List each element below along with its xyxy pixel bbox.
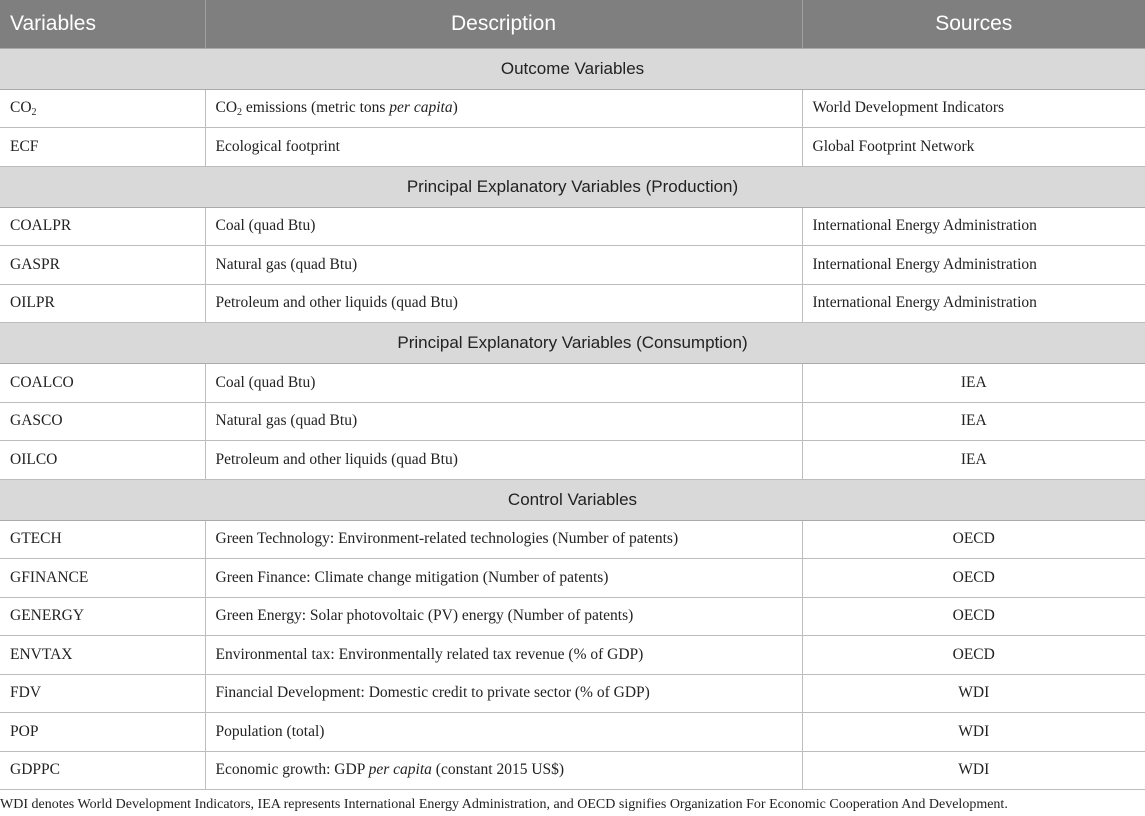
table-header-row	[0, 0, 1145, 48]
description-cell	[205, 441, 802, 480]
variable-name: FDV	[10, 684, 42, 702]
description-cell	[205, 751, 802, 790]
description-text: Green Technology: Environment-related technologies (Number of patents)	[215, 530, 679, 548]
variable-cell	[0, 246, 205, 285]
description-cell	[205, 636, 802, 675]
section-header-row	[0, 323, 1145, 364]
description-text: emissions (metric tons	[242, 98, 390, 116]
variable-cell	[0, 441, 205, 480]
variable-name: OILCO	[10, 450, 58, 468]
description-text: Population (total)	[215, 722, 325, 740]
source-cell: WDI	[802, 674, 1145, 713]
section-header-row	[0, 48, 1145, 89]
source-cell: World Development Indicators	[802, 89, 1145, 128]
description-cell	[205, 284, 802, 323]
section-title: Outcome Variables	[0, 48, 1145, 89]
table-row	[0, 246, 1145, 285]
variable-cell	[0, 364, 205, 403]
section-title: Control Variables	[0, 479, 1145, 520]
description-text: Coal (quad Btu)	[215, 373, 316, 391]
variable-subscript: 2	[31, 106, 37, 118]
source-cell: OECD	[802, 559, 1145, 598]
description-text: (constant 2015 US$)	[431, 761, 565, 779]
description-text: )	[452, 98, 458, 116]
section-header-row	[0, 166, 1145, 207]
table-row	[0, 713, 1145, 752]
description-cell	[205, 128, 802, 167]
description-text: Economic growth: GDP	[215, 761, 369, 779]
description-italic: per capita	[389, 98, 453, 116]
variable-cell	[0, 207, 205, 246]
variable-cell	[0, 674, 205, 713]
table-row	[0, 207, 1145, 246]
description-cell	[205, 559, 802, 598]
description-text: Petroleum and other liquids (quad Btu)	[215, 450, 458, 468]
variable-name: GASPR	[10, 255, 60, 273]
description-text: Natural gas (quad Btu)	[215, 412, 358, 430]
description-cell	[205, 364, 802, 403]
variable-name: OILPR	[10, 294, 55, 312]
table-footnote: WDI denotes World Development Indicators, IEA represents International Energy Administration, and OECD signifies Organization For Economic Cooperation And Development.	[0, 797, 1008, 812]
description-cell	[205, 246, 802, 285]
description-cell	[205, 713, 802, 752]
description-text: Financial Development: Domestic credit to private sector (% of GDP)	[215, 684, 650, 702]
variable-name: GFINANCE	[10, 568, 89, 586]
description-italic: per capita	[368, 761, 432, 779]
variable-name: POP	[10, 722, 39, 740]
table-row	[0, 636, 1145, 675]
variable-cell	[0, 751, 205, 790]
description-cell	[205, 674, 802, 713]
description-text: Green Finance: Climate change mitigation (Number of patents)	[215, 568, 609, 586]
variable-cell	[0, 402, 205, 441]
table-row	[0, 364, 1145, 403]
variable-name: ENVTAX	[10, 645, 73, 663]
table-row	[0, 402, 1145, 441]
description-text: CO	[215, 98, 238, 116]
source-cell: International Energy Administration	[802, 207, 1145, 246]
description-text: Coal (quad Btu)	[215, 217, 316, 235]
source-cell: International Energy Administration	[802, 246, 1145, 285]
description-subscript: 2	[237, 106, 243, 118]
source-cell: IEA	[802, 441, 1145, 480]
description-text: Petroleum and other liquids (quad Btu)	[215, 294, 458, 312]
table-row	[0, 128, 1145, 167]
table-row	[0, 597, 1145, 636]
table-row	[0, 559, 1145, 598]
header-sources: Sources	[802, 0, 1145, 48]
description-text: Ecological footprint	[215, 137, 340, 155]
variable-cell	[0, 636, 205, 675]
variable-cell	[0, 284, 205, 323]
description-cell	[205, 89, 802, 128]
description-cell	[205, 520, 802, 559]
section-title: Principal Explanatory Variables (Production)	[0, 166, 1145, 207]
source-cell: WDI	[802, 713, 1145, 752]
description-text: Natural gas (quad Btu)	[215, 255, 358, 273]
variable-cell	[0, 128, 205, 167]
source-cell: IEA	[802, 402, 1145, 441]
variable-name: GDPPC	[10, 761, 60, 779]
description-text: Environmental tax: Environmentally related tax revenue (% of GDP)	[215, 645, 644, 663]
variable-name: GENERGY	[10, 607, 85, 625]
source-cell: OECD	[802, 597, 1145, 636]
source-cell: Global Footprint Network	[802, 128, 1145, 167]
variable-name: CO	[10, 98, 32, 116]
table-row	[0, 674, 1145, 713]
description-cell	[205, 597, 802, 636]
header-description: Description	[205, 0, 802, 48]
variable-name: GASCO	[10, 412, 63, 430]
description-cell	[205, 207, 802, 246]
table-row	[0, 284, 1145, 323]
header-variables: Variables	[0, 0, 205, 48]
source-cell: OECD	[802, 520, 1145, 559]
source-cell: WDI	[802, 751, 1145, 790]
variable-cell	[0, 713, 205, 752]
variable-cell	[0, 559, 205, 598]
source-cell: International Energy Administration	[802, 284, 1145, 323]
source-cell: OECD	[802, 636, 1145, 675]
variable-name: GTECH	[10, 530, 62, 548]
variable-name: COALCO	[10, 373, 74, 391]
table-body	[0, 48, 1145, 790]
table-row	[0, 751, 1145, 790]
variable-name: COALPR	[10, 217, 72, 235]
table-row	[0, 441, 1145, 480]
variable-cell	[0, 520, 205, 559]
source-cell: IEA	[802, 364, 1145, 403]
table-row	[0, 520, 1145, 559]
variable-cell	[0, 89, 205, 128]
section-header-row	[0, 479, 1145, 520]
table-row	[0, 89, 1145, 128]
description-cell	[205, 402, 802, 441]
section-title: Principal Explanatory Variables (Consumption)	[0, 323, 1145, 364]
description-text: Green Energy: Solar photovoltaic (PV) energy (Number of patents)	[215, 607, 634, 625]
variable-cell	[0, 597, 205, 636]
variable-name: ECF	[10, 137, 39, 155]
